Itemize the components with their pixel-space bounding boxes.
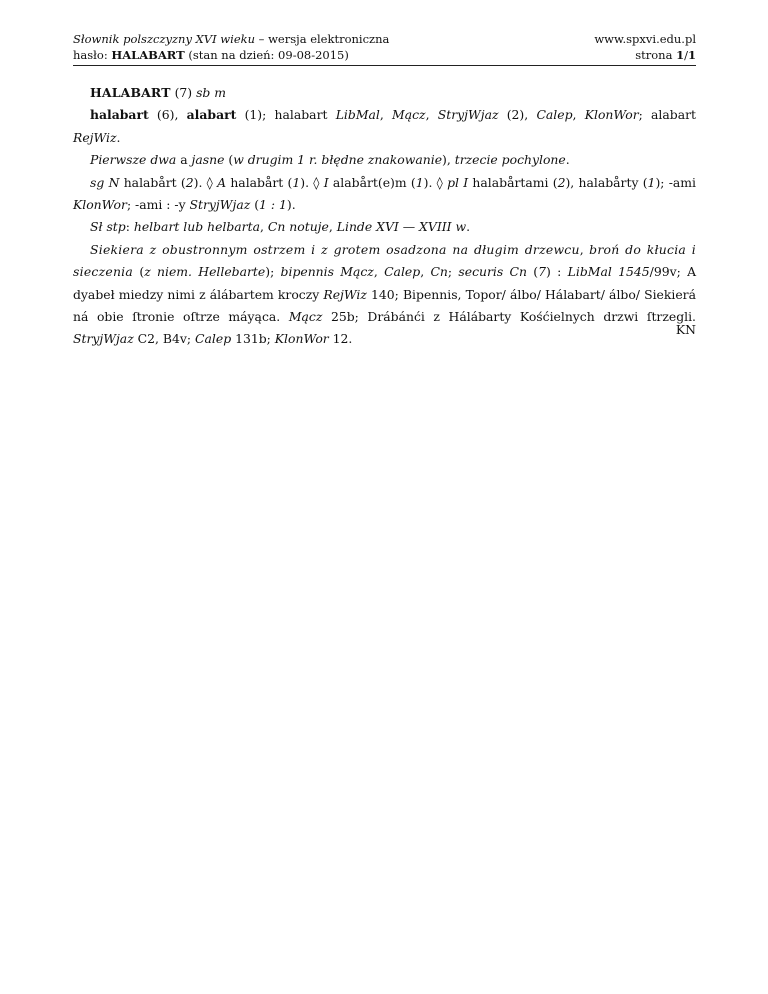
page-counter	[594, 47, 696, 63]
stp-text: .	[466, 219, 471, 235]
definition-text: C2, B4v;	[133, 331, 196, 347]
count: 2	[557, 174, 566, 190]
definition-text: ,	[579, 241, 590, 257]
note-text: jasne	[191, 152, 225, 168]
definition-text: ,	[373, 264, 385, 280]
inflection-text: alabårt(e)m (	[328, 174, 416, 190]
note-text: (	[224, 152, 234, 168]
form-text: (2),	[498, 107, 537, 123]
stp-text: Cn notuje	[267, 219, 329, 235]
inflection-text: ; -ami : -y	[126, 197, 190, 213]
source-ref: KlonWor	[73, 197, 127, 213]
page-sep: /	[684, 48, 688, 62]
quotation: 140; Bipennis, Topor/ álbo/ Hálabart/ álbo/ Siekierá ná obie ſtronie oſtrze máyąca.	[73, 286, 696, 325]
stp-label: Sł stp	[90, 219, 126, 235]
definition-text: 131b;	[231, 331, 275, 347]
inflection-text: ), halabårty (	[565, 174, 648, 190]
entry-word: HALABART	[111, 48, 185, 62]
grammar-label: pl I	[447, 174, 469, 190]
form-halabart: halabart	[90, 107, 149, 123]
definition-text: ) :	[546, 264, 568, 280]
source-ref: RejWiz	[73, 129, 117, 145]
note-text: .	[565, 152, 570, 168]
count: 7	[538, 264, 547, 280]
source-ref: LibMal 1545	[567, 264, 650, 280]
definition-text: ;	[447, 264, 459, 280]
source-ref: RejWiz	[323, 286, 367, 302]
stp-text: ,	[259, 219, 268, 235]
etymology: z niem. Hellebarte	[144, 264, 266, 280]
spelling-note	[73, 149, 696, 171]
definition-text: );	[265, 264, 281, 280]
inflection-text: halabårtami (	[468, 174, 558, 190]
source-ref: LibMal	[335, 107, 380, 123]
source-ref: Cn	[430, 264, 448, 280]
form-alabart: alabart	[186, 107, 237, 123]
inflection-text: ). ◊	[423, 174, 448, 190]
dictionary-title-suffix: – wersja elektroniczna	[255, 32, 390, 46]
count: 1 : 1	[259, 197, 287, 213]
form-text: (1); halabart	[236, 107, 336, 123]
form-text: .	[116, 129, 121, 145]
entry-date: (stan na dzień: 09-08-2015)	[184, 48, 349, 62]
inflection-text: ).	[286, 197, 296, 213]
source-ref: Calep	[384, 264, 421, 280]
latin-equivalent: securis Cn	[458, 264, 528, 280]
source-ref: KlonWor	[274, 331, 329, 347]
source-ref: Calep	[536, 107, 573, 123]
entry-content	[73, 82, 696, 351]
author-initials: KN	[675, 322, 696, 337]
page-total: 1	[687, 48, 696, 62]
definition-text: (	[133, 264, 145, 280]
source-ref: StryjWjaz	[189, 197, 251, 213]
latin-equivalent: bipennis Mącz	[280, 264, 374, 280]
stp-text: :	[125, 219, 134, 235]
count: 1	[415, 174, 424, 190]
note-text: w drugim 1 r. błędne znakowanie	[233, 152, 443, 168]
definition-text: 12.	[328, 331, 353, 347]
separator: ,	[379, 107, 393, 123]
count: 1	[292, 174, 301, 190]
source-ref: Mącz	[288, 309, 323, 325]
source-ref: StryjWjaz	[73, 331, 134, 347]
lemma: HALABART	[90, 85, 171, 100]
page-header	[73, 29, 696, 66]
part-of-speech: sb m	[196, 85, 227, 100]
definition-text: (	[527, 264, 539, 280]
forms-paragraph	[73, 104, 696, 149]
lemma-count: (7)	[170, 85, 197, 100]
note-text: trzecie pochylone	[454, 152, 566, 168]
grammar-label: I	[323, 174, 329, 190]
site-url[interactable]: www.spxvi.edu.pl	[594, 32, 696, 46]
dictionary-title-line	[73, 31, 389, 47]
entry-status-line	[73, 47, 389, 63]
source-ref: KlonWor	[584, 107, 639, 123]
grammar-label: A	[217, 174, 227, 190]
source-ref: StryjWjaz	[437, 107, 499, 123]
inflection-text: ); -ami	[655, 174, 697, 190]
entry-headline	[73, 82, 696, 104]
header-right	[594, 31, 696, 63]
definition-text: Siekiera z obustronnym ostrzem i z grotem osadzona na długim drzewcu	[90, 241, 580, 257]
quotation: 25b; Drábánći z Hálábarty Kośćielnych drzwi ſtrzegli.	[322, 309, 696, 325]
count: 2	[185, 174, 194, 190]
note-text: a	[176, 152, 192, 168]
inflection-text: ). ◊	[193, 174, 218, 190]
definition-paragraph	[73, 239, 696, 351]
form-text: ; alabart	[638, 107, 697, 123]
count: 1	[647, 174, 656, 190]
entry-label: hasło:	[73, 48, 112, 62]
grammar-label: sg N	[90, 174, 120, 190]
definition-text: broń do kłucia i sieczenia	[73, 241, 696, 280]
separator: ,	[425, 107, 438, 123]
source-ref: Calep	[195, 331, 232, 347]
inflection-text: ). ◊	[300, 174, 324, 190]
inflection-paragraph	[73, 172, 696, 217]
definition-text: ,	[420, 264, 431, 280]
note-text: ),	[442, 152, 455, 168]
quotation: /99v; A dyabeł miedzy nimi z álábartem kroczy	[73, 264, 697, 302]
inflection-text: (	[250, 197, 260, 213]
page-label: strona	[635, 48, 677, 62]
stp-paragraph	[73, 216, 696, 238]
stp-text: Linde XVI — XVIII w	[336, 219, 467, 235]
inflection-text: halabårt (	[119, 174, 186, 190]
header-left	[73, 31, 389, 63]
page-current: 1	[676, 48, 685, 62]
form-text: (6),	[148, 107, 187, 123]
stp-text: ,	[328, 219, 337, 235]
stp-text: helbart lub helbarta	[133, 219, 260, 235]
dictionary-title: Słownik polszczyzny XVI wieku	[73, 32, 256, 46]
note-text: Pierwsze dwa	[90, 152, 177, 168]
separator: ,	[572, 107, 585, 123]
inflection-text: halabårt (	[226, 174, 293, 190]
source-ref: Mącz	[392, 107, 426, 123]
